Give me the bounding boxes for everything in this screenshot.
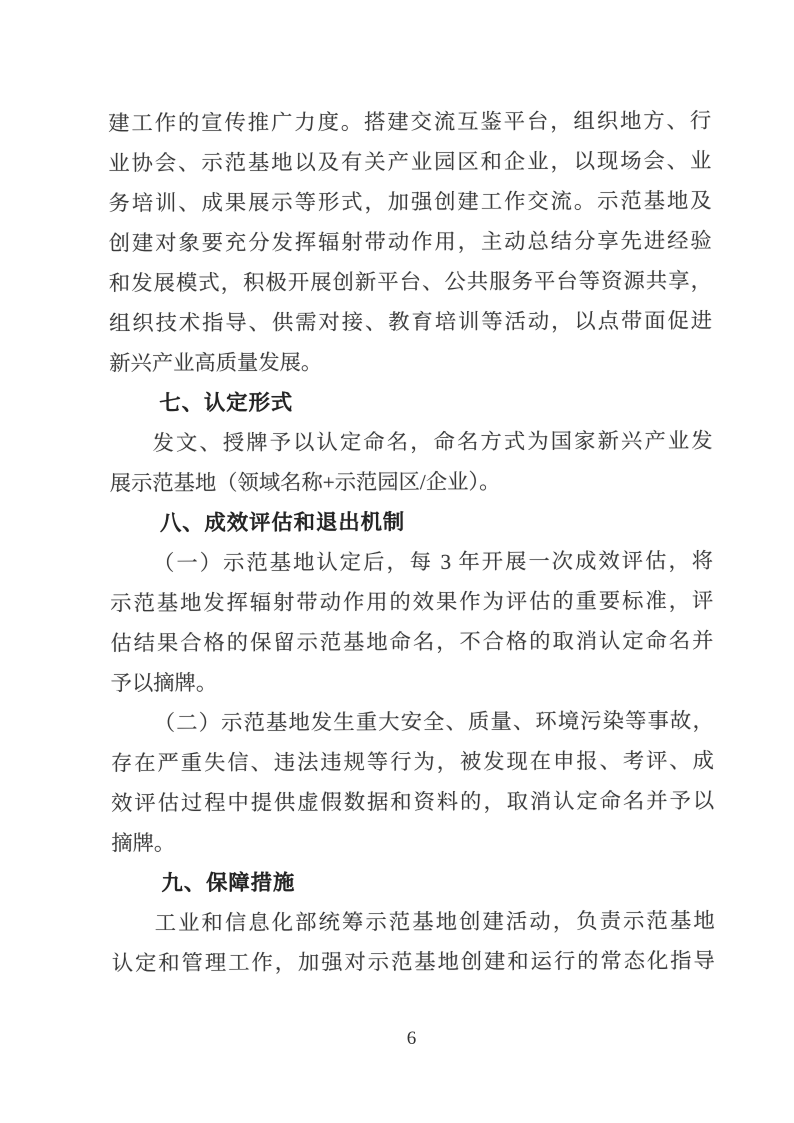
text-line: 新兴产业高质量发展。 (109, 350, 323, 376)
text-line: 组织技术指导、供需对接、教育培训等活动，以点带面促进 (108, 308, 713, 336)
text-line: 效评估过程中提供虚假数据和资料的，取消认定命名并予以 (111, 788, 715, 816)
section-heading-9: 九、保障措施 (161, 870, 296, 896)
text-line: 业协会、示范基地以及有关产业园区和企业，以现场会、业 (108, 148, 712, 176)
text-line: 摘牌。 (111, 831, 176, 856)
text-line: 予以摘牌。 (110, 670, 218, 696)
text-line: 工业和信息化部统筹示范基地创建活动，负责示范基地 (154, 908, 715, 936)
section-heading-8: 八、成效评估和退出机制 (159, 510, 406, 536)
text-line: 认定和管理工作，加强对示范基地创建和运行的常态化指导 (111, 948, 715, 976)
text-line: 估结果合格的保留示范基地命名，不合格的取消认定命名并 (110, 628, 714, 656)
text-line: 和发展模式，积极开展创新平台、公共服务平台等资源共享， (108, 268, 712, 296)
text-block (108, 101, 715, 984)
text-line: （二）示范基地发生重大安全、质量、环境污染等事故， (153, 708, 714, 736)
text-line: 存在严重失信、违法违规等行为，被发现在申报、考评、成 (110, 748, 715, 776)
text-line: 建工作的宣传推广力度。搭建交流互鉴平台，组织地方、行 (108, 108, 712, 136)
text-line: 发文、授牌予以认定命名，命名方式为国家新兴产业发 (152, 428, 713, 456)
text-line: 务培训、成果展示等形式，加强创建工作交流。示范基地及 (108, 188, 712, 216)
text-line: （一）示范基地认定后，每 3 年开展一次成效评估，将 (153, 548, 714, 576)
section-heading-7: 七、认定形式 (159, 390, 294, 416)
text-line: 展示范基地（领域名称+示范园区/企业）。 (109, 469, 501, 496)
page-number: 6 (406, 1028, 417, 1049)
text-line: 示范基地发挥辐射带动作用的效果作为评估的重要标准，评 (110, 588, 714, 616)
text-line: 创建对象要充分发挥辐射带动作用，主动总结分享先进经验 (108, 228, 712, 256)
